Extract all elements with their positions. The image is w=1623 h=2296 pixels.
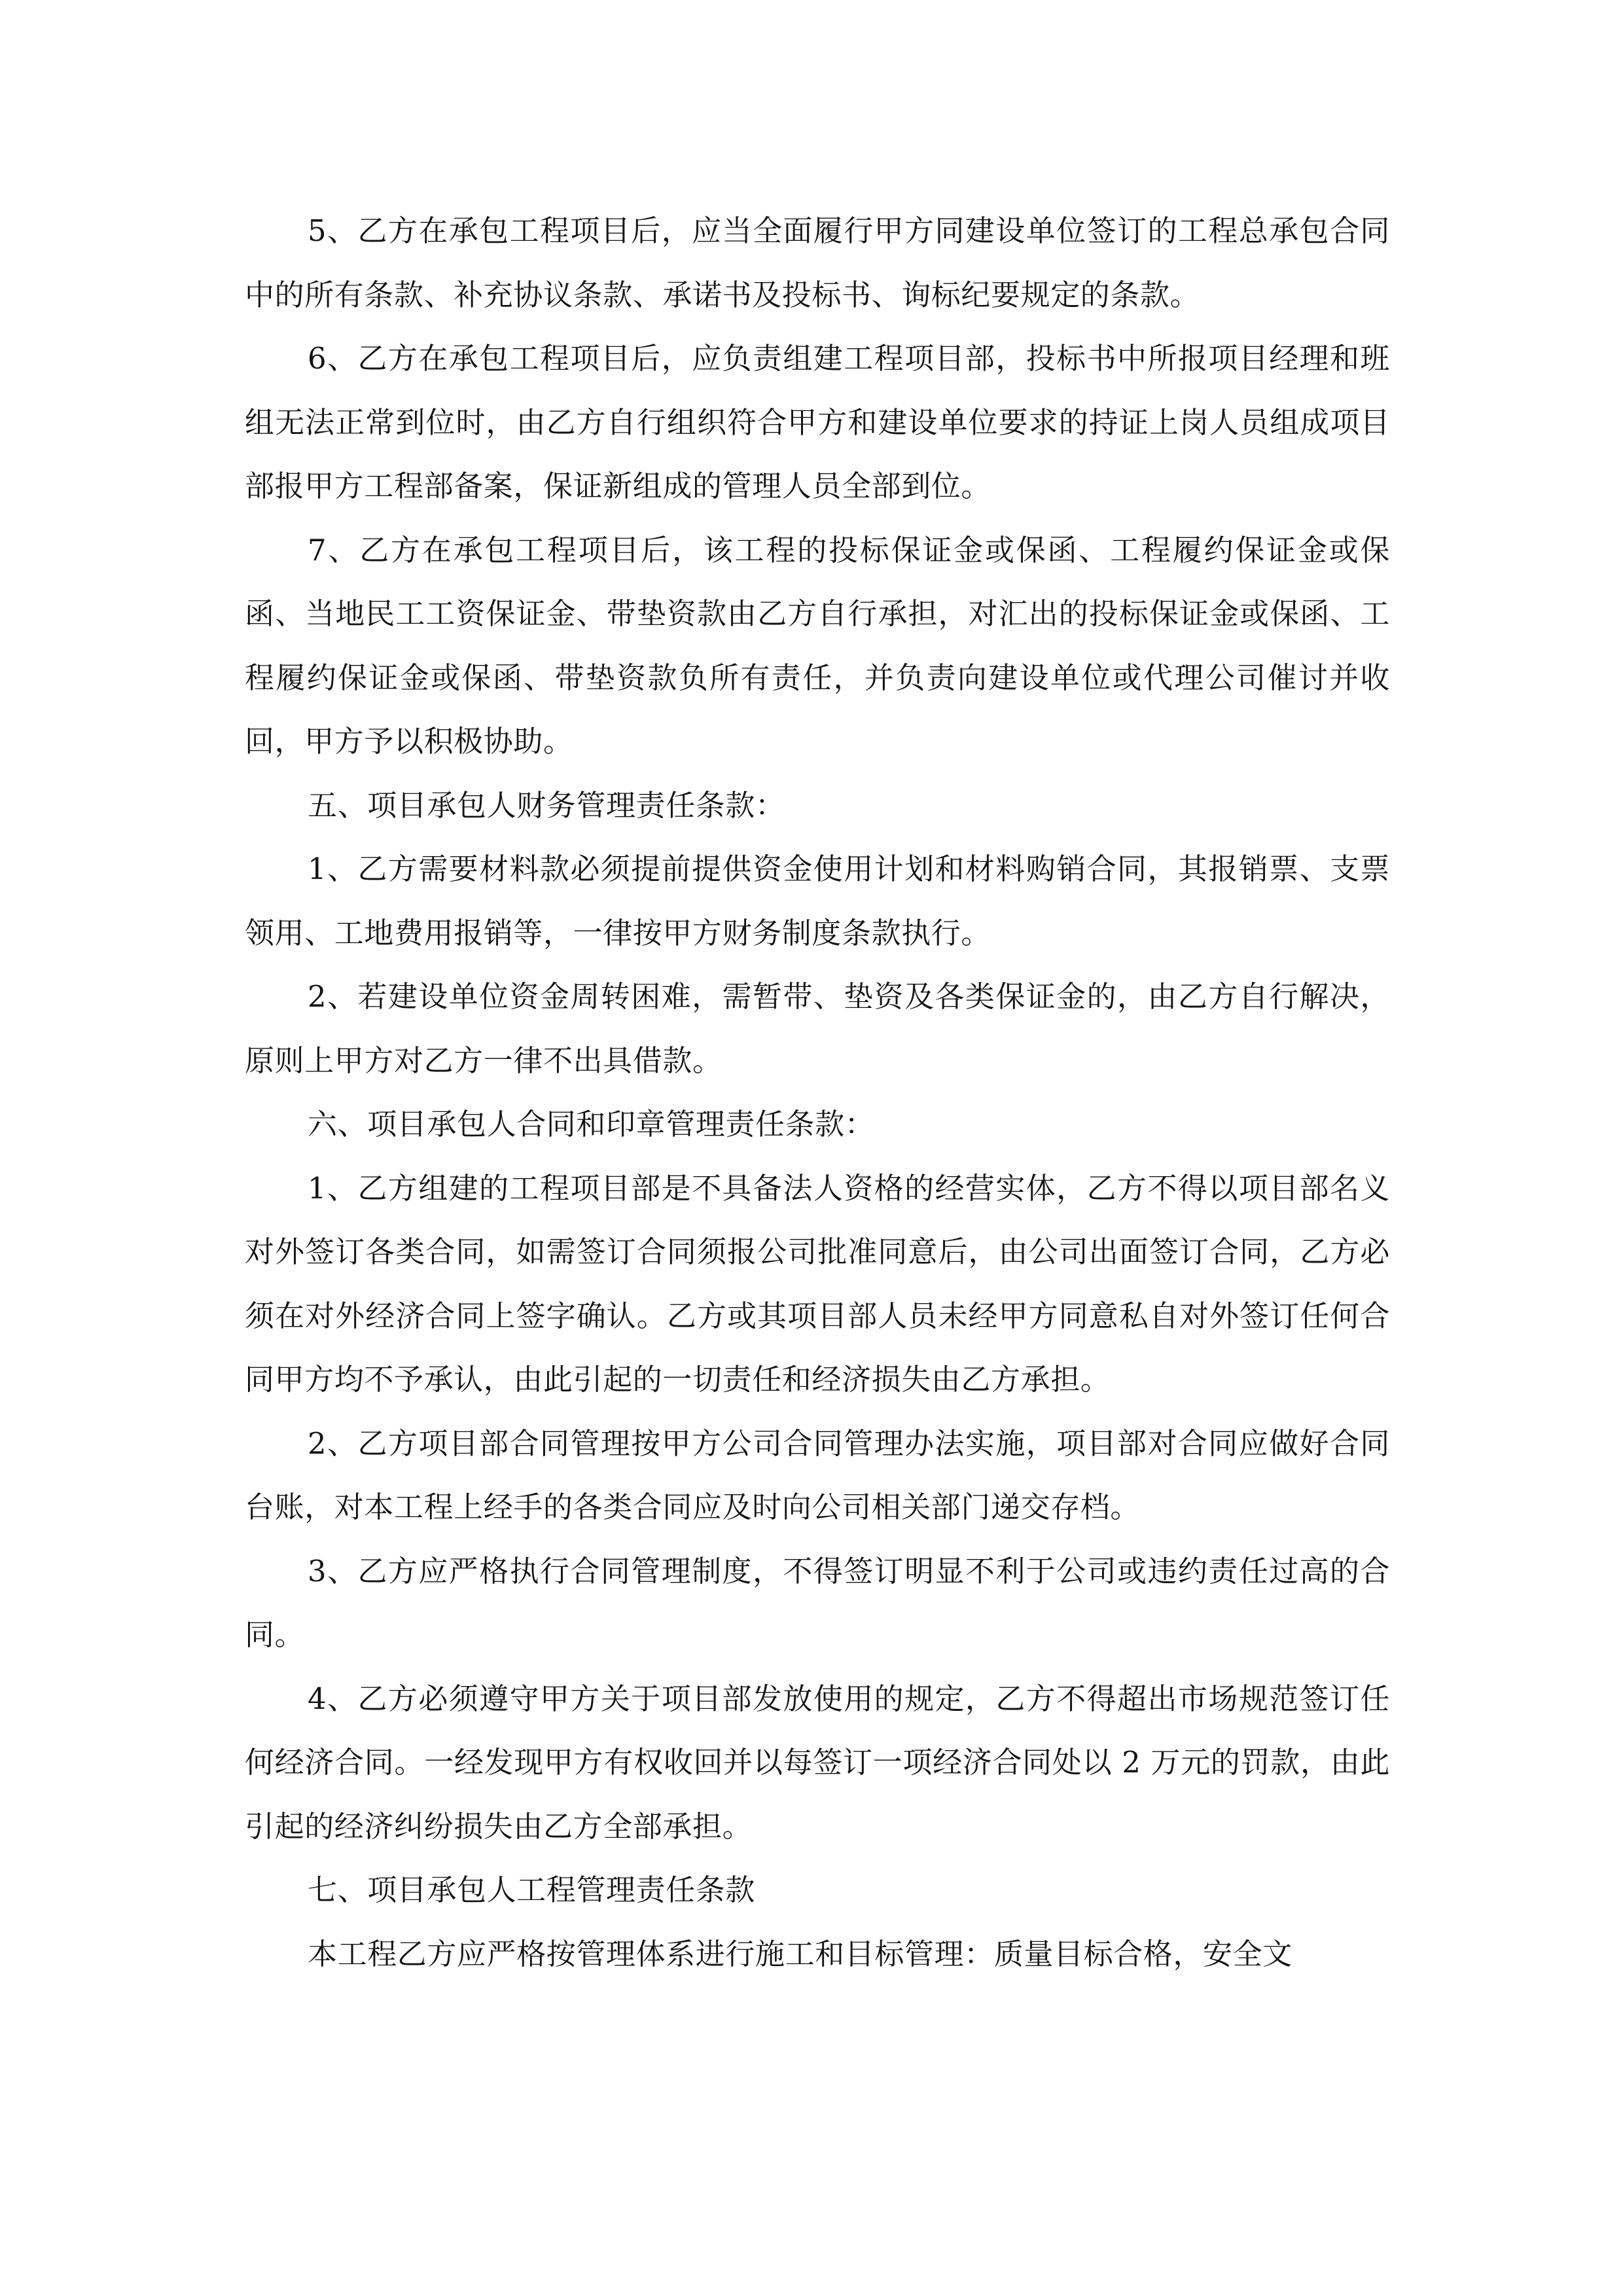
clause-5: 5、乙方在承包工程项目后，应当全面履行甲方同建设单位签订的工程总承包合同中的所有条款、补充协议条款、承诺书及投标书、询标纪要规定的条款。 — [245, 213, 1390, 312]
contract-clause-4: 4、乙方必须遵守甲方关于项目部发放使用的规定，乙方不得超出市场规范签订任何经济合同。一经发现甲方有权收回并以每签订一项经济合同处以 2 万元的罚款，由此引起的经济纠纷损失由乙方全部承担。 — [245, 1681, 1390, 1844]
clause-6: 6、乙方在承包工程项目后，应负责组建工程项目部，投标书中所报项目经理和班组无法正常到位时，由乙方自行组织符合甲方和建设单位要求的持证上岗人员组成项目部报甲方工程部备案，保证新组成的管理人员全部到位。 — [245, 341, 1390, 503]
finance-clause-2: 2、若建设单位资金周转困难，需暂带、垫资及各类保证金的，由乙方自行解决，原则上甲方对乙方一律不出具借款。 — [245, 979, 1390, 1078]
clause-7: 7、乙方在承包工程项目后，该工程的投标保证金或保函、工程履约保证金或保函、当地民工工资保证金、带垫资款由乙方自行承担，对汇出的投标保证金或保函、工程履约保证金或保函、带垫资款负所有责任，并负责向建设单位或代理公司催讨并收回，甲方予以积极协助。 — [245, 532, 1390, 759]
section-heading-6: 六、项目承包人合同和印章管理责任条款： — [308, 1107, 875, 1141]
section-heading-7: 七、项目承包人工程管理责任条款 — [308, 1873, 756, 1907]
finance-clause-1: 1、乙方需要材料款必须提前提供资金使用计划和材料购销合同，其报销票、支票领用、工地费用报销等，一律按甲方财务制度条款执行。 — [245, 852, 1390, 950]
contract-clause-1: 1、乙方组建的工程项目部是不具备法人资格的经营实体，乙方不得以项目部名义对外签订各类合同，如需签订合同须报公司批准同意后，由公司出面签订合同，乙方必须在对外经济合同上签字确认。乙方或其项目部人员未经甲方同意私自对外签订任何合同甲方均不予承认，由此引起的一切责任和经济损失由乙方承担。 — [245, 1170, 1390, 1397]
engineering-clause-intro: 本工程乙方应严格按管理体系进行施工和目标管理：质量目标合格，安全文 — [308, 1936, 1293, 1971]
contract-clause-3: 3、乙方应严格执行合同管理制度，不得签订明显不利于公司或违约责任过高的合同。 — [245, 1553, 1390, 1652]
document-body — [245, 199, 1390, 1986]
contract-clause-2: 2、乙方项目部合同管理按甲方公司合同管理办法实施，项目部对合同应做好合同台账，对本工程上经手的各类合同应及时向公司相关部门递交存档。 — [245, 1426, 1390, 1524]
section-heading-5: 五、项目承包人财务管理责任条款： — [308, 787, 785, 823]
